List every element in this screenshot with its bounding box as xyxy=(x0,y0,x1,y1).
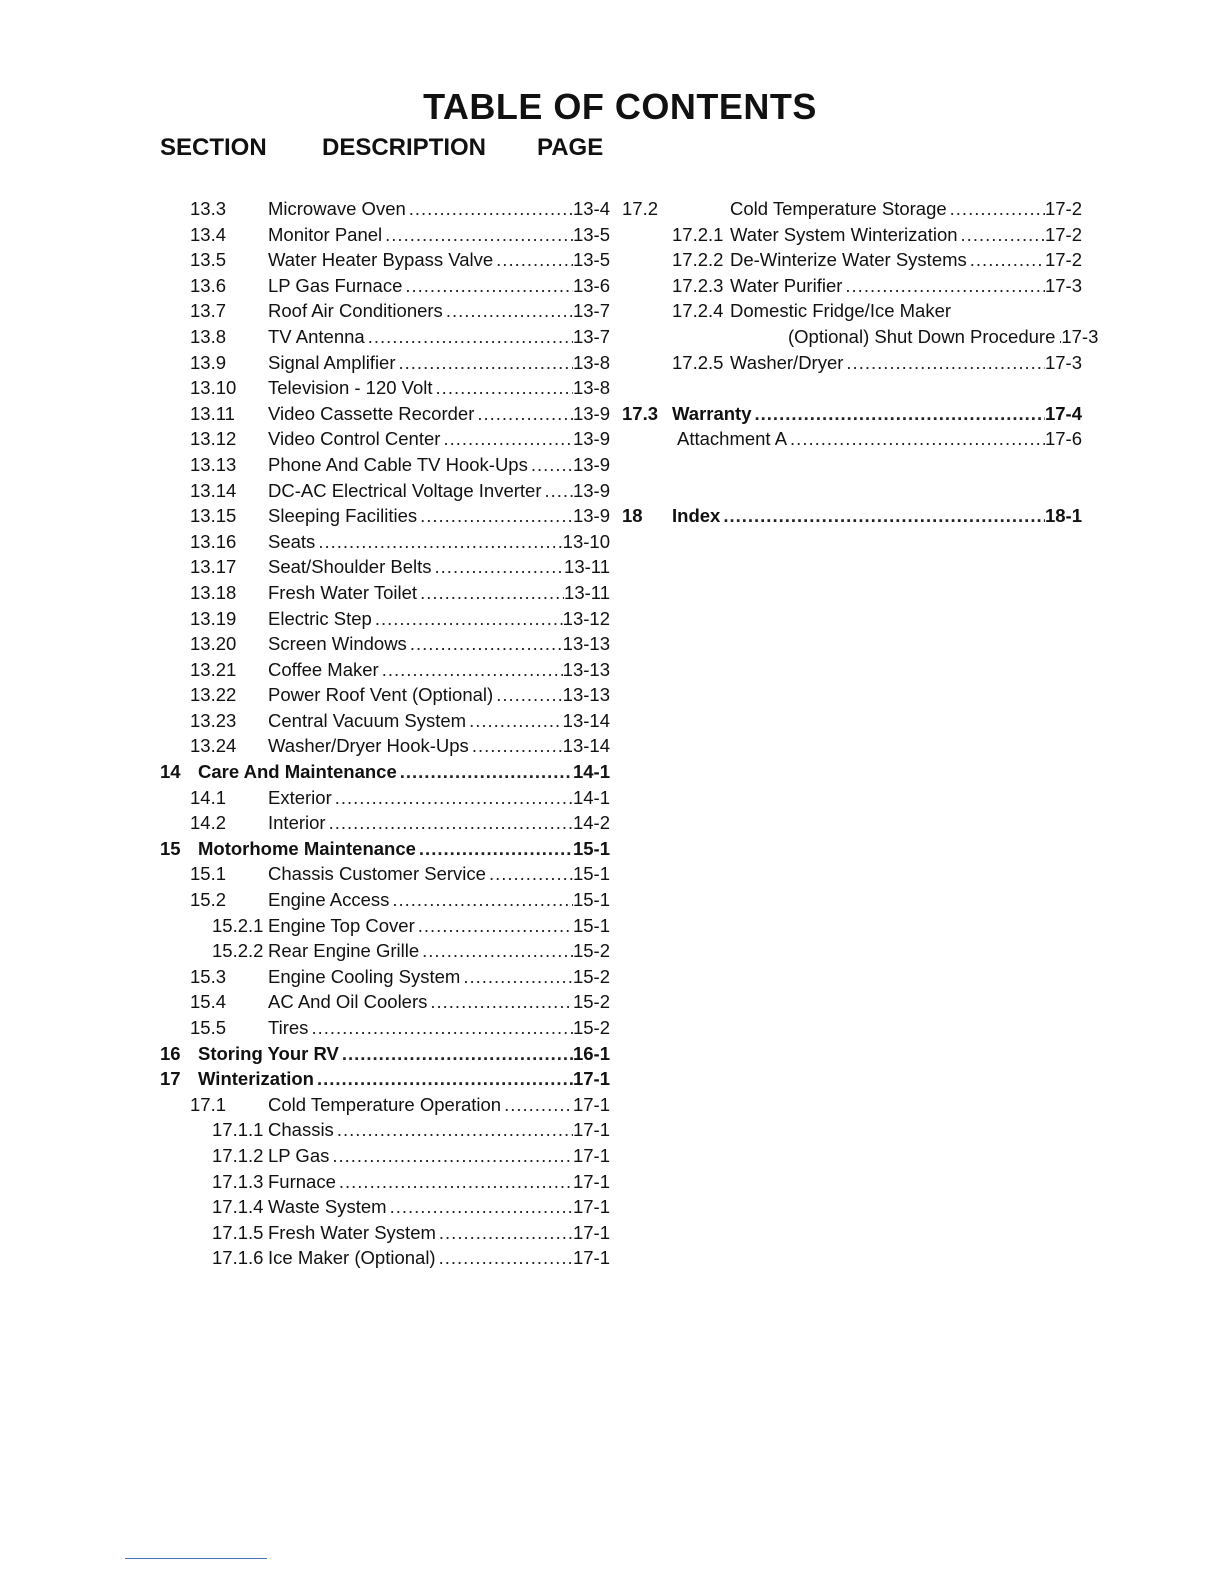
toc-entry[interactable] xyxy=(160,733,610,759)
toc-entry-page: 14-2 xyxy=(572,812,610,834)
toc-entry-page: 17-1 xyxy=(572,1119,610,1141)
dot-leader xyxy=(528,452,573,478)
toc-entry-title: Water Purifier xyxy=(730,274,843,296)
toc-entry[interactable] xyxy=(160,1143,610,1169)
toc-entry-number: 14.2 xyxy=(190,812,227,834)
toc-entry-title: Water System Winterization xyxy=(730,223,958,245)
toc-entry-title: Roof Air Conditioners xyxy=(268,300,443,322)
toc-entry[interactable] xyxy=(160,836,610,862)
toc-entry-page: 17-2 xyxy=(1044,249,1082,271)
toc-entry-title: Winterization xyxy=(198,1068,314,1090)
dot-leader xyxy=(379,657,563,683)
toc-entry-title: Seat/Shoulder Belts xyxy=(268,556,432,578)
toc-entry-page: 18-1 xyxy=(1044,505,1082,527)
toc-entry-number: 17 xyxy=(160,1068,181,1090)
toc-entry-title: Warranty xyxy=(672,402,752,424)
dot-leader xyxy=(440,426,573,452)
toc-entry[interactable] xyxy=(160,375,610,401)
toc-entry[interactable] xyxy=(160,529,610,555)
toc-entry-number: 13.24 xyxy=(190,735,237,757)
toc-entry-page: 17-1 xyxy=(572,1068,610,1090)
toc-entry-page: 17-1 xyxy=(572,1247,610,1269)
toc-entry[interactable] xyxy=(160,554,610,580)
toc-entry-page: 13-6 xyxy=(572,274,610,296)
toc-entry-title: Furnace xyxy=(268,1170,336,1192)
toc-entry-number: 13.22 xyxy=(190,684,237,706)
dot-leader xyxy=(329,1143,573,1169)
toc-entry-title: TV Antenna xyxy=(268,325,365,347)
toc-entry-title: Storing Your RV xyxy=(198,1042,339,1064)
toc-entry-title: Microwave Oven xyxy=(268,198,406,219)
dot-leader xyxy=(720,503,1045,529)
toc-entry-number: 17.2.2 xyxy=(672,249,724,271)
toc-entry-title: Cold Temperature Operation xyxy=(268,1093,502,1115)
dot-leader xyxy=(382,222,573,248)
description-column-header: DESCRIPTION xyxy=(322,134,487,161)
toc-entry-page: 13-13 xyxy=(562,684,610,706)
toc-entry[interactable] xyxy=(622,273,1082,299)
toc-entry-title: Washer/Dryer Hook-Ups xyxy=(268,735,469,757)
toc-entry-title: Coffee Maker xyxy=(268,658,379,680)
toc-entry-page: 17-1 xyxy=(572,1170,610,1192)
toc-entry-page: 13-13 xyxy=(562,658,610,680)
toc-entry-title: Chassis Customer Service xyxy=(268,863,486,885)
toc-entry[interactable] xyxy=(160,1194,610,1220)
toc-entry-title: Washer/Dryer xyxy=(730,351,844,373)
toc-entry[interactable] xyxy=(622,350,1082,376)
toc-entry[interactable] xyxy=(622,247,1082,273)
toc-entry[interactable] xyxy=(160,1015,610,1041)
dot-leader xyxy=(542,478,573,504)
toc-entry[interactable] xyxy=(160,631,610,657)
toc-entry-page: 13-13 xyxy=(562,633,610,655)
toc-entry-title: Cold Temperature Storage xyxy=(730,198,947,219)
toc-entry-page: 13-9 xyxy=(572,479,610,501)
toc-entry-page: 13-11 xyxy=(564,556,610,578)
toc-entry-page: 15-2 xyxy=(572,991,610,1013)
dot-leader xyxy=(493,682,562,708)
toc-entry-number: 13.14 xyxy=(190,479,237,501)
toc-entry-page: 17-4 xyxy=(1044,402,1082,424)
toc-entry[interactable] xyxy=(160,1092,610,1118)
toc-entry-number: 13.8 xyxy=(190,325,227,347)
page-title: TABLE OF CONTENTS xyxy=(423,86,817,127)
toc-entry[interactable] xyxy=(622,401,1082,427)
section-column-header: SECTION xyxy=(160,134,267,161)
toc-entry[interactable] xyxy=(160,1169,610,1195)
toc-entry[interactable] xyxy=(160,785,610,811)
toc-entry-number: 13.20 xyxy=(190,633,237,655)
dot-leader xyxy=(389,887,573,913)
dot-leader xyxy=(443,298,573,324)
toc-entry-title: Fresh Water Toilet xyxy=(268,581,418,603)
toc-entry-number: 17.1.2 xyxy=(212,1144,264,1166)
toc-entry-title: AC And Oil Coolers xyxy=(268,991,428,1013)
toc-entry-page: 17-3 xyxy=(1044,351,1082,373)
toc-entry-page: 13-14 xyxy=(562,709,610,731)
toc-entry-title: Tires xyxy=(268,1017,309,1038)
toc-entry[interactable] xyxy=(160,452,610,478)
toc-entry-number: 16 xyxy=(160,1042,181,1064)
dot-leader xyxy=(958,222,1045,248)
toc-entry-page: 13-8 xyxy=(572,377,610,399)
dot-leader xyxy=(326,810,573,836)
toc-entry-page: 17-2 xyxy=(1044,198,1082,219)
toc-entry-page: 13-5 xyxy=(572,223,610,245)
toc-entry-title: Phone And Cable TV Hook-Ups xyxy=(268,453,528,475)
dot-leader xyxy=(396,350,573,376)
toc-entry-page: 17-3 xyxy=(1061,325,1099,347)
toc-entry[interactable] xyxy=(160,1066,610,1092)
toc-entry-page: 13-7 xyxy=(572,300,610,322)
dot-leader xyxy=(416,836,573,862)
page-column-header: PAGE xyxy=(537,134,604,161)
toc-entry[interactable] xyxy=(160,708,610,734)
toc-entry-number: 15 xyxy=(160,837,181,859)
toc-entry-page: 13-4 xyxy=(572,198,610,219)
toc-entry[interactable] xyxy=(160,964,610,990)
toc-entry-number: 13.9 xyxy=(190,351,227,373)
toc-entry-number: 13.11 xyxy=(190,402,235,424)
toc-entry-number: 13.13 xyxy=(190,453,237,475)
toc-spacer xyxy=(622,452,1082,478)
dot-leader xyxy=(466,708,563,734)
toc-entry-title: Electric Step xyxy=(268,607,372,629)
toc-entry[interactable] xyxy=(160,861,610,887)
dot-leader xyxy=(417,580,564,606)
toc-spacer xyxy=(622,375,1082,401)
toc-entry-title: LP Gas Furnace xyxy=(268,274,403,296)
dot-leader xyxy=(436,1220,573,1246)
toc-entry-title: Video Control Center xyxy=(268,428,441,450)
toc-entry-page: 16-1 xyxy=(572,1042,610,1064)
toc-entry-title: Sleeping Facilities xyxy=(268,505,418,527)
toc-entry-number: 14.1 xyxy=(190,786,227,808)
toc-entry-title: Monitor Panel xyxy=(268,223,383,245)
toc-entry-number: 15.2 xyxy=(190,889,227,911)
toc-entry[interactable] xyxy=(160,273,610,299)
toc-entry[interactable] xyxy=(622,426,1082,452)
toc-entry-title: Signal Amplifier xyxy=(268,351,396,373)
dot-leader xyxy=(387,1194,573,1220)
toc-entry-page: 13-9 xyxy=(572,402,610,424)
toc-entry[interactable] xyxy=(160,989,610,1015)
toc-entry-title: Power Roof Vent (Optional) xyxy=(268,684,494,706)
toc-entry-page: 15-2 xyxy=(572,1017,610,1038)
toc-entry-title: Domestic Fridge/Ice Maker xyxy=(730,300,952,322)
toc-entry[interactable] xyxy=(160,606,610,632)
toc-entry-page: 13-14 xyxy=(562,735,610,757)
toc-entry-title: Rear Engine Grille xyxy=(268,940,420,962)
toc-entry-page: 13-9 xyxy=(572,453,610,475)
toc-entry-title: Care And Maintenance xyxy=(198,761,397,783)
toc-entry-page: 15-1 xyxy=(572,863,610,885)
toc-entry-title: De-Winterize Water Systems xyxy=(730,249,967,271)
toc-entry[interactable] xyxy=(160,324,610,350)
toc-entry-number: 13.21 xyxy=(190,658,237,680)
toc-entry-number: 13.18 xyxy=(190,581,237,603)
toc-entry-title: Index xyxy=(672,505,721,527)
dot-leader xyxy=(419,938,573,964)
toc-entry[interactable] xyxy=(160,401,610,427)
toc-entry-page: 17-3 xyxy=(1044,274,1082,296)
toc-spacer xyxy=(622,478,1082,504)
toc-entry-title: Central Vacuum System xyxy=(268,709,467,731)
toc-entry[interactable] xyxy=(160,1041,610,1067)
toc-left-column xyxy=(160,196,610,1271)
dot-leader xyxy=(417,503,573,529)
dot-leader xyxy=(501,1092,573,1118)
toc-entry-number: 13.17 xyxy=(190,556,237,578)
toc-entry[interactable] xyxy=(160,426,610,452)
toc-entry[interactable] xyxy=(160,503,610,529)
dot-leader xyxy=(432,554,565,580)
toc-entry-number: 13.16 xyxy=(190,530,237,552)
toc-entry-title: Interior xyxy=(268,812,326,834)
toc-entry[interactable] xyxy=(160,913,610,939)
toc-entry-number: 17.1.3 xyxy=(212,1170,264,1192)
dot-leader xyxy=(427,989,573,1015)
toc-entry[interactable] xyxy=(160,1117,610,1143)
toc-right-column xyxy=(622,196,1099,529)
toc-entry-title: Screen Windows xyxy=(268,633,407,655)
toc-entry[interactable] xyxy=(160,298,610,324)
toc-entry-page: 17-1 xyxy=(572,1093,610,1115)
dot-leader xyxy=(460,964,573,990)
toc-entry-number: 17.3 xyxy=(622,402,659,424)
dot-leader xyxy=(415,913,573,939)
toc-entry-page: 15-2 xyxy=(572,940,610,962)
toc-entry[interactable] xyxy=(160,682,610,708)
toc-entry-number: 13.12 xyxy=(190,428,237,450)
toc-entry[interactable] xyxy=(160,887,610,913)
dot-leader xyxy=(947,196,1045,222)
toc-entry-page: 17-1 xyxy=(572,1221,610,1243)
toc-entry-number: 13.7 xyxy=(190,300,227,322)
toc-entry-title: DC-AC Electrical Voltage Inverter xyxy=(268,479,542,501)
toc-entry[interactable] xyxy=(160,1245,610,1271)
toc-entry-title: Motorhome Maintenance xyxy=(198,837,416,859)
toc-entry-number: 17.2.5 xyxy=(672,351,724,373)
toc-entry-number: 18 xyxy=(622,505,643,527)
dot-leader xyxy=(406,196,573,222)
dot-leader xyxy=(308,1015,573,1041)
dot-leader xyxy=(486,861,573,887)
toc-entry-page: 13-8 xyxy=(572,351,610,373)
toc-entry-page: 17-2 xyxy=(1044,223,1082,245)
toc-entry[interactable] xyxy=(622,196,1082,222)
toc-entry-title: Water Heater Bypass Valve xyxy=(268,249,494,271)
toc-entry-page: 13-5 xyxy=(572,249,610,271)
toc-entry-number: 17.2.1 xyxy=(672,223,724,245)
toc-entry-page: 15-1 xyxy=(572,914,610,936)
toc-entry-title: Fresh Water System xyxy=(268,1221,436,1243)
dot-leader xyxy=(314,1066,573,1092)
dot-leader xyxy=(493,247,573,273)
dot-leader xyxy=(474,401,573,427)
toc-entry-page: 15-1 xyxy=(572,837,610,859)
toc-entry[interactable] xyxy=(160,580,610,606)
dot-leader xyxy=(842,273,1045,299)
toc-entry-page: 17-6 xyxy=(1044,428,1082,450)
dot-leader xyxy=(967,247,1045,273)
dot-leader xyxy=(372,606,563,632)
toc-entry-page: 17-1 xyxy=(572,1144,610,1166)
dot-leader xyxy=(339,1041,573,1067)
toc-entry-page: 13-7 xyxy=(572,325,610,347)
toc-entry-title: (Optional) Shut Down Procedure xyxy=(788,325,1056,347)
toc-entry-number: 15.5 xyxy=(190,1017,227,1038)
footer-rule xyxy=(125,1558,267,1559)
toc-entry-page: 13-11 xyxy=(564,581,610,603)
toc-entry-title: Ice Maker (Optional) xyxy=(268,1247,436,1269)
toc-entry-title: Engine Access xyxy=(268,889,390,911)
toc-entry[interactable] xyxy=(160,810,610,836)
dot-leader xyxy=(315,529,562,555)
toc-entry-page: 14-1 xyxy=(572,761,610,783)
dot-leader xyxy=(787,426,1045,452)
toc-entry-number: 13.3 xyxy=(190,198,227,219)
dot-leader xyxy=(843,350,1045,376)
toc-entry-title: Video Cassette Recorder xyxy=(268,402,475,424)
toc-entry[interactable] xyxy=(160,478,610,504)
dot-leader xyxy=(332,785,573,811)
toc-entry-number: 15.2.2 xyxy=(212,940,264,962)
dot-leader xyxy=(402,273,573,299)
toc-entry-page: 13-9 xyxy=(572,505,610,527)
toc-entry[interactable] xyxy=(160,657,610,683)
toc-entry-title: Waste System xyxy=(268,1196,387,1218)
toc-entry-number: 17.2 xyxy=(622,198,659,219)
toc-entry-title: Engine Cooling System xyxy=(268,965,461,987)
toc-entry[interactable] xyxy=(160,938,610,964)
toc-entry-title: Engine Top Cover xyxy=(268,914,415,936)
toc-entry[interactable] xyxy=(622,503,1082,529)
toc-entry[interactable] xyxy=(160,222,610,248)
dot-leader xyxy=(469,733,563,759)
dot-leader xyxy=(365,324,573,350)
toc-entry-page: 13-10 xyxy=(562,530,610,552)
toc-entry-page: 15-1 xyxy=(572,889,610,911)
toc-entry-number: 14 xyxy=(160,761,181,783)
toc-entry-number: 13.4 xyxy=(190,223,227,245)
toc-entry-number: 13.6 xyxy=(190,274,227,296)
dot-leader xyxy=(336,1169,573,1195)
toc-entry[interactable] xyxy=(160,759,610,785)
dot-leader xyxy=(436,1245,573,1271)
toc-entry-title: Seats xyxy=(268,530,316,552)
toc-entry-number: 13.23 xyxy=(190,709,237,731)
toc-entry-page: 15-2 xyxy=(572,965,610,987)
toc-entry-title: Exterior xyxy=(268,786,332,808)
toc-entry[interactable] xyxy=(622,324,1099,350)
dot-leader xyxy=(397,759,573,785)
dot-leader xyxy=(433,375,573,401)
toc-entry[interactable] xyxy=(622,298,1082,324)
toc-entry-number: 13.10 xyxy=(190,377,237,399)
toc-entry-number: 15.1 xyxy=(190,863,227,885)
toc-entry[interactable] xyxy=(622,222,1082,248)
toc-entry-number: 17.1.4 xyxy=(212,1196,264,1218)
toc-entry-page: 13-9 xyxy=(572,428,610,450)
toc-entry[interactable] xyxy=(160,1220,610,1246)
toc-entry-number: 15.3 xyxy=(190,965,227,987)
toc-entry-page: 14-1 xyxy=(572,786,610,808)
toc-entry-number: 17.2.3 xyxy=(672,274,724,296)
toc-entry[interactable] xyxy=(160,350,610,376)
toc-entry-number: 17.1 xyxy=(190,1093,227,1115)
toc-entry-title: Television - 120 Volt xyxy=(268,377,433,399)
dot-leader xyxy=(334,1117,573,1143)
toc-entry-page: 13-12 xyxy=(562,607,610,629)
toc-entry[interactable] xyxy=(160,247,610,273)
toc-entry-page: 17-1 xyxy=(572,1196,610,1218)
toc-entry-number: 17.1.6 xyxy=(212,1247,264,1269)
toc-entry-title: Attachment A xyxy=(677,428,788,450)
toc-entry-number: 15.4 xyxy=(190,991,227,1013)
toc-entry-number: 15.2.1 xyxy=(212,914,264,936)
toc-entry-number: 17.1.1 xyxy=(212,1119,264,1141)
toc-entry-number: 13.5 xyxy=(190,249,227,271)
dot-leader xyxy=(752,401,1045,427)
toc-entry[interactable] xyxy=(160,196,610,222)
toc-entry-number: 13.19 xyxy=(190,607,237,629)
dot-leader xyxy=(407,631,563,657)
toc-entry-title: LP Gas xyxy=(268,1144,330,1166)
toc-entry-number: 17.1.5 xyxy=(212,1221,264,1243)
toc-entry-title: Chassis xyxy=(268,1119,334,1141)
toc-entry-number: 17.2.4 xyxy=(672,300,724,322)
toc-entry-number: 13.15 xyxy=(190,505,237,527)
